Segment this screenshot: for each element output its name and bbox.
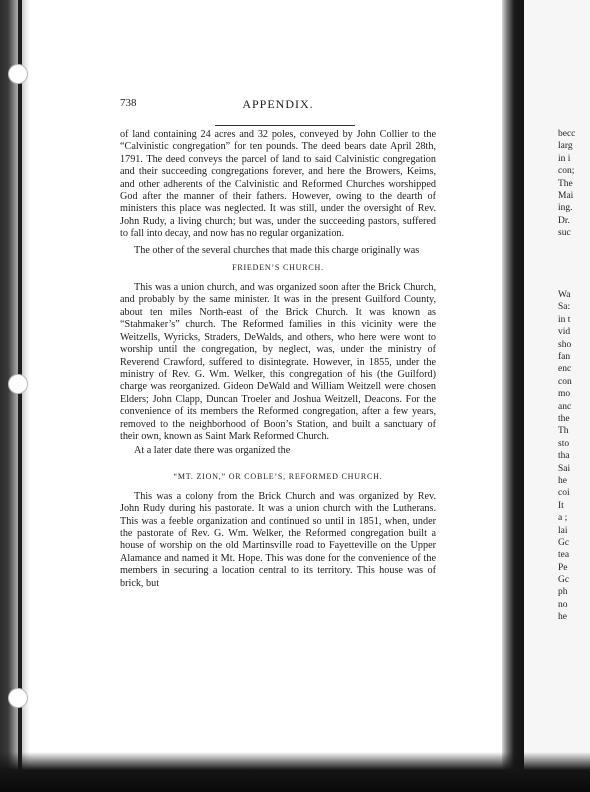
facing-line: suc bbox=[558, 228, 571, 239]
facing-line: vid bbox=[558, 327, 571, 338]
punch-hole bbox=[8, 64, 28, 84]
facing-line: no bbox=[558, 599, 568, 610]
facing-line: Sai bbox=[558, 463, 571, 474]
paragraph: This was a union church, and was organized soon after the Brick Church, and probably by the same minister. It was in the present Guilford County, about ten miles North-east of the Brick Church. It was known as “Stahmaker’s” church. The Reformed families in this vicinity were the Weitzells, Wyricks, Straders, DeWalds, and others, who here were wont to worship until the congregation, by neglect, was, under the ministry of Reverend Crawford, suffered to disintegrate. However, in 1855, under the ministry of Rev. G. Wm. Welker, this congregation of his (the Guilford) charge was reorganized. Gideon DeWald and William Weitzell were chosen Elders; John Clapp, Duncan Troeler and Joshua Weitzell, Deacons. For the convenience of its members the Reformed congregation, after a few years, removed to the neighborhood of Boon’s Station, and built a sanctuary of their own, known as Saint Mark Reformed Church. bbox=[120, 282, 436, 442]
facing-line: Dr. bbox=[558, 215, 570, 226]
facing-line: coi bbox=[558, 488, 570, 499]
facing-line: Wa bbox=[558, 290, 571, 301]
bottom-scan-shadow bbox=[0, 752, 590, 792]
facing-line: tha bbox=[558, 451, 570, 462]
facing-line: con; bbox=[558, 166, 575, 177]
facing-line: in i bbox=[558, 153, 571, 164]
gutter-shadow bbox=[502, 0, 524, 792]
facing-line: tea bbox=[558, 550, 570, 561]
facing-line: the bbox=[558, 413, 570, 424]
facing-line: Pe bbox=[558, 562, 568, 573]
facing-line: Mai bbox=[558, 190, 574, 201]
left-binding-shadow bbox=[0, 0, 30, 792]
paragraph: of land containing 24 acres and 32 poles, conveyed by John Collier to the “Calvinistic congregation” for ten pounds. The deed bears date April 28th, 1791. The deed conveys the parcel of land to said Calvinistic congregation and their succeeding congregations forever, and here the Browers, Keims, and other adherents of the Calvinistic and Reformed Churches worshipped God after the manner of their fathers. However, owing to the dearth of ministers this place was neglected. It was still, under the oversight of Rev. John Rudy, a living church; but was, under the succeeding pastors, suffered to fall into decay, and now has no regular organization. bbox=[120, 129, 436, 240]
facing-line: lai bbox=[558, 525, 568, 536]
facing-line: in t bbox=[558, 314, 571, 325]
facing-line: sto bbox=[558, 438, 570, 449]
header-rule bbox=[215, 125, 355, 126]
facing-line: ing. bbox=[558, 203, 573, 214]
facing-line bbox=[558, 264, 590, 276]
facing-line: he bbox=[558, 475, 567, 486]
paragraph: This was a colony from the Brick Church and was organized by Rev. John Rudy during his pastorate. It was a union church with the Lutherans. This was a feeble organization and continued so until in 1851, when, under the pastorate of Rev. G. Wm. Welker, the Reformed congregation built a house of worship on the old Martinsville road to Fayetteville on the Upper Alamance and named it Mt. Hope. This was done for the convenience of the members in securing a location central to its territory. This house was of brick, but bbox=[120, 490, 436, 589]
facing-line: It bbox=[558, 500, 564, 511]
facing-line: Th bbox=[558, 426, 569, 437]
paragraph: At a later date there was organized the bbox=[134, 445, 291, 457]
facing-line: enc bbox=[558, 364, 572, 375]
page-number: 738 bbox=[120, 97, 137, 109]
facing-line: fan bbox=[558, 352, 571, 363]
facing-line: he bbox=[558, 612, 567, 623]
facing-line bbox=[558, 240, 590, 252]
facing-line: Sa: bbox=[558, 302, 571, 313]
facing-page-text bbox=[558, 128, 590, 624]
facing-line: larg bbox=[558, 141, 573, 152]
facing-line: ph bbox=[558, 587, 568, 598]
section-heading: FRIEDEN’S CHURCH. bbox=[232, 263, 324, 273]
punch-hole bbox=[8, 688, 28, 708]
running-head bbox=[120, 95, 436, 115]
facing-line: anc bbox=[558, 401, 572, 412]
paragraph: The other of the several churches that made this charge originally was bbox=[134, 244, 420, 256]
facing-line: mo bbox=[558, 389, 571, 400]
facing-line: becc bbox=[558, 129, 576, 139]
facing-line: con bbox=[558, 376, 572, 387]
facing-line bbox=[558, 277, 590, 289]
facing-line: The bbox=[558, 178, 573, 189]
running-title: APPENDIX. bbox=[242, 97, 314, 111]
facing-line: Gc bbox=[558, 575, 570, 586]
page-edge bbox=[18, 0, 22, 792]
section-heading: “MT. ZION,” OR COBLE’S, REFORMED CHURCH. bbox=[173, 471, 383, 481]
book-page bbox=[120, 95, 436, 590]
facing-line: Gc bbox=[558, 537, 570, 548]
facing-line: a ; bbox=[558, 513, 568, 524]
facing-line: sho bbox=[558, 339, 572, 350]
facing-line bbox=[558, 252, 590, 264]
punch-hole bbox=[8, 374, 28, 394]
